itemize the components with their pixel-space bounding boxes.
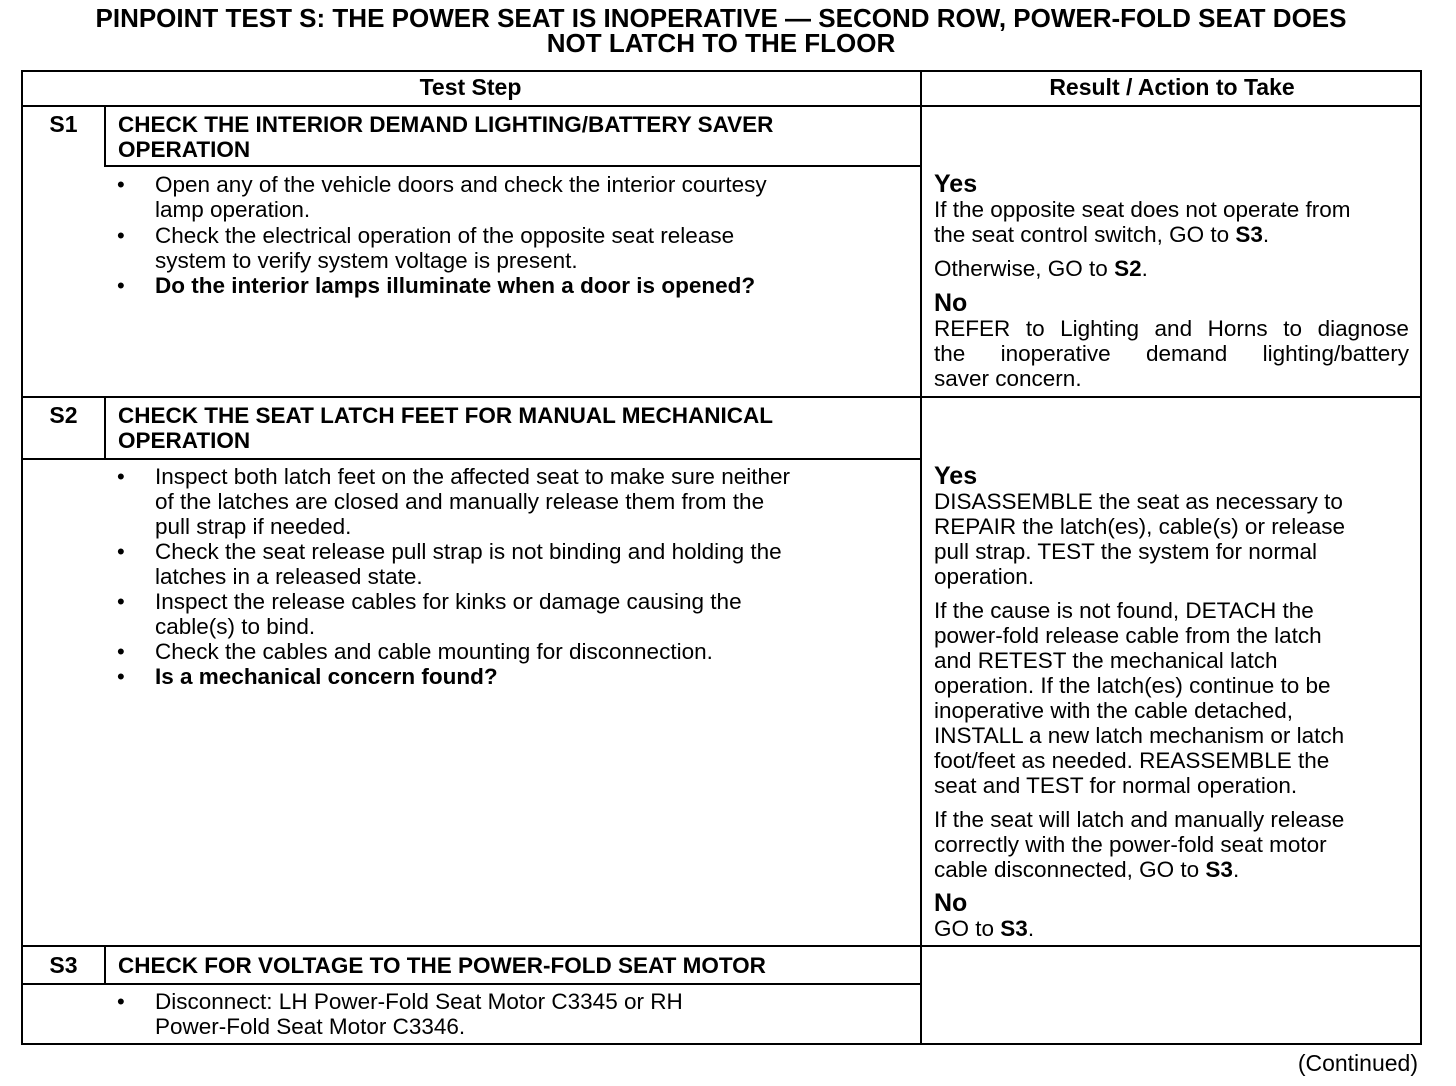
bullet-item: Inspect the release cables for kinks or damage causing the cable(s) to bind. xyxy=(155,589,742,639)
heading-line: OPERATION xyxy=(118,137,251,162)
bullet-question: Is a mechanical concern found? xyxy=(155,664,498,689)
no-label: No xyxy=(934,289,968,317)
result-paragraph: If the cause is not found, DETACH the power-fold release cable from the latch and RETEST the mechanical latch operation. If the latch(es) continue to be inoperative with the cable detached, INSTALL a new latch mechanism or latch foot/feet as needed. REASSEMBLE the seat and TEST for normal operation. xyxy=(934,598,1345,798)
result-yes: Yes If the opposite seat does not operate from the seat control switch, GO to S3. xyxy=(934,170,1351,247)
s2-row-rule xyxy=(21,945,1422,947)
bullet-icon: • xyxy=(117,539,125,564)
step-id: S1 xyxy=(49,111,78,137)
step-ref: S2 xyxy=(1114,256,1142,281)
bullet-icon: • xyxy=(117,639,125,664)
bullet-item: Check the cables and cable mounting for disconnection. xyxy=(155,639,713,664)
bullet-icon: • xyxy=(117,172,125,197)
title-line-1: PINPOINT TEST S: THE POWER SEAT IS INOPERATIVE — SECOND ROW, POWER-FOLD SEAT DOES xyxy=(95,3,1347,33)
yes-label: Yes xyxy=(934,462,978,490)
bullet-item: Open any of the vehicle doors and check the interior courtesy lamp operation. xyxy=(155,172,767,222)
title-line-2: NOT LATCH TO THE FLOOR xyxy=(546,28,896,58)
result-otherwise: Otherwise, GO to S2. xyxy=(934,256,1148,281)
header-result: Result / Action to Take xyxy=(1049,74,1295,100)
step-id-divider-s1 xyxy=(104,107,106,167)
step-ref: S3 xyxy=(1235,222,1263,247)
step-heading: CHECK FOR VOLTAGE TO THE POWER-FOLD SEAT MOTOR xyxy=(118,953,766,978)
no-label: No xyxy=(934,889,968,917)
result-paragraph: If the seat will latch and manually release correctly with the power-fold seat motor cable disconnected, GO to S3. xyxy=(934,807,1345,882)
s3-heading-rule xyxy=(21,983,922,985)
continued-label: (Continued) xyxy=(1297,1050,1418,1076)
bullet-icon: • xyxy=(117,464,125,489)
step-id-divider-s3 xyxy=(104,947,106,985)
s1-heading-rule xyxy=(104,165,922,167)
header-test-step: Test Step xyxy=(419,74,522,100)
bullet-item: Check the seat release pull strap is not binding and holding the latches in a released state. xyxy=(155,539,782,589)
step-id-divider-s2 xyxy=(104,398,106,460)
step-ref: S3 xyxy=(1000,916,1028,941)
page-title xyxy=(0,3,1442,58)
header-rule xyxy=(21,105,1422,107)
bullet-item: Inspect both latch feet on the affected seat to make sure neither of the latches are closed and manually release them from the pull strap if needed. xyxy=(155,464,790,539)
bullet-icon: • xyxy=(117,989,125,1014)
step-heading xyxy=(118,112,908,162)
bullet-question: Do the interior lamps illuminate when a door is opened? xyxy=(155,273,756,298)
bullet-icon: • xyxy=(117,589,125,614)
bullet-item: Disconnect: LH Power-Fold Seat Motor C3345 or RH Power-Fold Seat Motor C3346. xyxy=(155,989,683,1039)
yes-label: Yes xyxy=(934,170,978,198)
bullet-icon: • xyxy=(117,664,125,689)
step-id: S2 xyxy=(49,402,78,428)
result-no: No GO to S3. xyxy=(934,889,1035,941)
step-ref: S3 xyxy=(1205,857,1233,882)
column-divider xyxy=(920,70,922,1045)
s1-row-rule xyxy=(21,396,1422,398)
justified-line: the inoperative demand lighting/battery xyxy=(934,341,1409,366)
s2-heading-rule xyxy=(21,458,922,460)
step-id: S3 xyxy=(49,952,78,978)
bullet-icon: • xyxy=(117,273,125,298)
bullet-item: Check the electrical operation of the opposite seat release system to verify system voltage is present. xyxy=(155,223,735,273)
heading-line: CHECK THE INTERIOR DEMAND LIGHTING/BATTERY SAVER xyxy=(118,112,774,137)
step-heading: CHECK THE SEAT LATCH FEET FOR MANUAL MECHANICAL OPERATION xyxy=(118,403,773,453)
result-yes: Yes DISASSEMBLE the seat as necessary to REPAIR the latch(es), cable(s) or release pull strap. TEST the system for normal operation. xyxy=(934,462,1345,589)
bullet-icon: • xyxy=(117,223,125,248)
justified-line: REFER to Lighting and Horns to diagnose xyxy=(934,316,1409,341)
result-no: No REFER to Lighting and Horns to diagnose the inoperative demand lighting/battery saver concern. xyxy=(934,289,1409,391)
